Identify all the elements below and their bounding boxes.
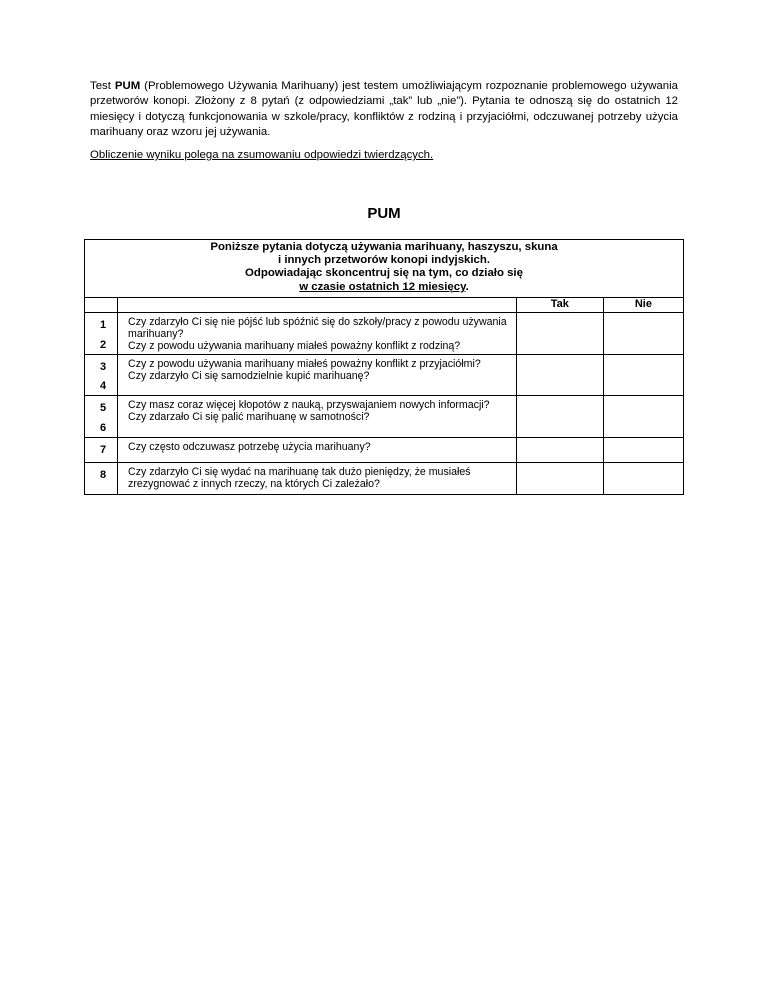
question-text-a: Czy zdarzyło Ci się nie pójść lub spóźnić się do szkoły/pracy z powodu używania marihuany?	[128, 316, 507, 340]
table-header-row	[85, 240, 684, 298]
table-row	[85, 438, 684, 463]
instructions-line-4	[85, 281, 683, 294]
intro-prefix: Test	[90, 80, 115, 92]
instructions-underlined: w czasie ostatnich 12 miesięcy	[299, 280, 466, 293]
instructions-line-1: Poniższe pytania dotyczą używania marihuany, haszyszu, skuna	[210, 241, 558, 253]
question-number: 2	[100, 339, 107, 351]
question-number: 3	[100, 361, 107, 373]
answer-tak-cell[interactable]	[516, 313, 603, 355]
instructions-line-2: i innych przetworów konopi indyjskich.	[277, 254, 491, 267]
question-number-cell	[85, 355, 118, 396]
header-empty-question	[118, 298, 517, 313]
question-number: 4	[100, 380, 107, 392]
question-number-cell	[85, 463, 118, 495]
intro-paragraph	[90, 79, 678, 140]
question-text-b: Czy zdarzało Ci się palić marihuanę w samotności?	[128, 411, 370, 423]
table-row	[85, 396, 684, 438]
answer-tak-cell[interactable]	[516, 463, 603, 495]
question-number: 1	[100, 319, 107, 331]
pum-questionnaire-table	[84, 239, 684, 495]
answer-nie-cell[interactable]	[603, 355, 683, 396]
question-text	[118, 355, 517, 396]
question-number-cell	[85, 313, 118, 355]
answer-nie-cell[interactable]	[603, 438, 683, 463]
question-number-cell	[85, 396, 118, 438]
page-title: PUM	[367, 205, 401, 222]
question-number: 6	[100, 422, 107, 434]
table-instructions	[85, 240, 684, 298]
question-text-b: Czy zdarzyło Ci się samodzielnie kupić marihuanę?	[128, 370, 370, 382]
intro-text: (Problemowego Używania Marihuany) jest testem umożliwiającym rozpoznanie problemowego używania przetworów konopi. Złożony z 8 pytań (z odpowiedziami „tak” lub „nie”). Pytania te odnoszą się do ostatnich 12 miesięcy i dotyczą funkcjonowania w szkole/pracy, konfliktów z rodziną i przyjaciółmi, odczuwanej potrzeby użycia marihuany oraz wzoru jej używania.	[90, 80, 678, 138]
question-text	[118, 396, 517, 438]
question-text	[118, 313, 517, 355]
column-header-row	[85, 298, 684, 313]
instructions-period: .	[465, 280, 469, 293]
answer-nie-cell[interactable]	[603, 396, 683, 438]
question-number: 5	[100, 402, 107, 414]
header-empty-num	[85, 298, 118, 313]
table-row	[85, 355, 684, 396]
table-row	[85, 313, 684, 355]
question-number: 8	[100, 469, 107, 481]
table-row	[85, 463, 684, 495]
answer-tak-cell[interactable]	[516, 355, 603, 396]
question-number-cell	[85, 438, 118, 463]
instructions-line-3: Odpowiadając skoncentruj się na tym, co działo się	[245, 267, 523, 280]
calculation-note: Obliczenie wyniku polega na zsumowaniu odpowiedzi twierdzących.	[90, 149, 434, 161]
column-nie: Nie	[603, 298, 683, 313]
answer-tak-cell[interactable]	[516, 396, 603, 438]
column-tak: Tak	[516, 298, 603, 313]
answer-tak-cell[interactable]	[516, 438, 603, 463]
question-number: 7	[100, 444, 107, 456]
question-text: Czy zdarzyło Ci się wydać na marihuanę tak dużo pieniędzy, że musiałeś zrezygnować z innych rzeczy, na których Ci zależało?	[118, 463, 517, 495]
answer-nie-cell[interactable]	[603, 463, 683, 495]
answer-nie-cell[interactable]	[603, 313, 683, 355]
intro-bold-pum: PUM	[114, 80, 141, 92]
question-text-a: Czy masz coraz więcej kłopotów z nauką, przyswajaniem nowych informacji?	[128, 399, 490, 411]
question-text-b: Czy z powodu używania marihuany miałeś poważny konflikt z rodziną?	[128, 340, 461, 352]
question-text-a: Czy z powodu używania marihuany miałeś poważny konflikt z przyjaciółmi?	[128, 358, 481, 370]
question-text: Czy często odczuwasz potrzebę użycia marihuany?	[118, 438, 517, 463]
